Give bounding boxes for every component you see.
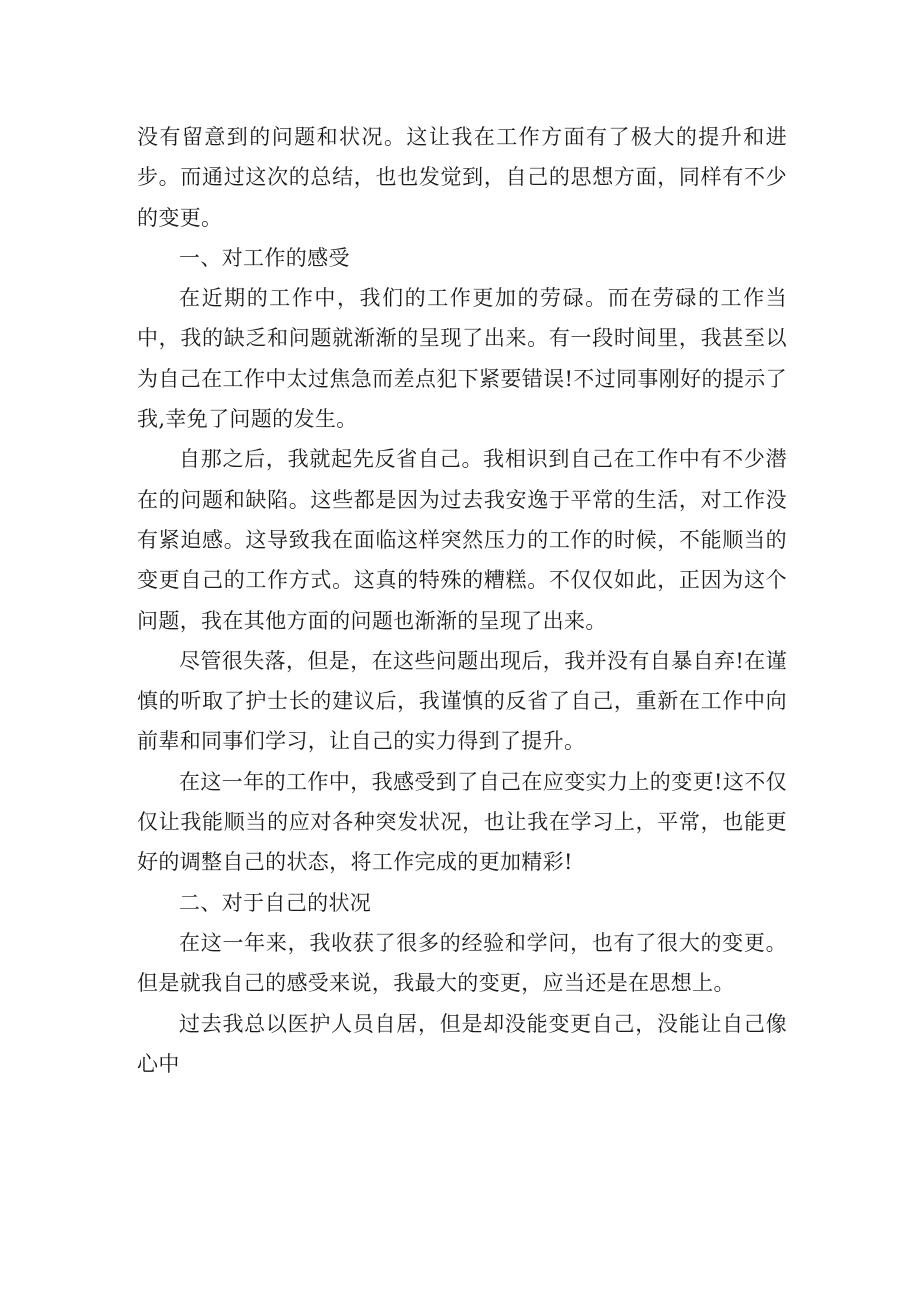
paragraph-continuation: 没有留意到的问题和状况。这让我在工作方面有了极大的提升和进步。而通过这次的总结，也也发觉到，自己的思想方面，同样有不少的变更。 xyxy=(137,125,787,230)
section-heading-work-feelings: 一、对工作的感受 xyxy=(179,245,350,270)
paragraph-learning: 尽管很失落，但是，在这些问题出现后，我并没有自暴自弃!在谨慎的听取了护士长的建议后，我谨慎的反省了自己，重新在工作中向前辈和同事们学习，让自己的实力得到了提升。 xyxy=(137,648,787,754)
paragraph-busy-work: 在近期的工作中，我们的工作更加的劳碌。而在劳碌的工作当中，我的缺乏和问题就渐渐的呈现了出来。有一段时间里，我甚至以为自己在工作中太过焦急而差点犯下紧要错误!不过同事刚好的提示了我,幸免了问题的发生。 xyxy=(137,286,787,432)
paragraph-gains: 在这一年来，我收获了很多的经验和学问，也有了很大的变更。但是就我自己的感受来说，我最大的变更，应当还是在思想上。 xyxy=(137,930,787,996)
paragraph-past-self: 过去我总以医护人员自居，但是却没能变更自己，没能让自己像心中 xyxy=(137,1011,787,1076)
paragraph-adaptability: 在这一年的工作中，我感受到了自己在应变实力上的变更!这不仅仅让我能顺当的应对各种突发状况，也让我在学习上，平常，也能更好的调整自己的状态，将工作完成的更加精彩! xyxy=(137,769,787,875)
document-body xyxy=(137,117,787,1084)
section-heading-self-status: 二、对于自己的状况 xyxy=(179,890,372,915)
paragraph-self-reflection: 自那之后，我就起先反省自己。我相识到自己在工作中有不少潜在的问题和缺陷。这些都是因为过去我安逸于平常的生活，对工作没有紧迫感。这导致我在面临这样突然压力的工作的时候，不能顺当的变更自己的工作方式。这真的特殊的糟糕。不仅仅如此，正因为这个问题，我在其他方面的问题也渐渐的呈现了出来。 xyxy=(137,447,787,633)
